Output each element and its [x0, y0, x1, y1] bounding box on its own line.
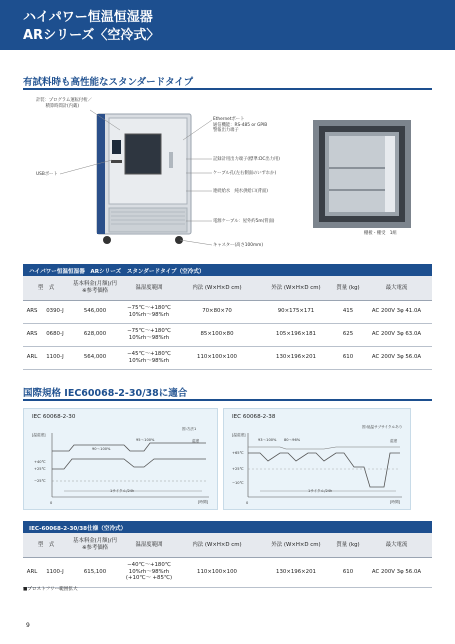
table1-header-current: 最大電流	[361, 276, 432, 300]
table-row	[23, 300, 432, 323]
cell: 1100-J	[41, 346, 69, 369]
cell: ARS	[23, 300, 41, 323]
cell: 130×196×201	[257, 557, 335, 587]
cell: 610	[335, 346, 361, 369]
chart-left-method: 図:方法1	[182, 427, 197, 431]
chart-right-plot	[224, 409, 410, 509]
cell: 70×80×70	[177, 300, 257, 323]
chart-left-hum3: 湿度	[192, 439, 200, 443]
cell: 0680-J	[41, 323, 69, 346]
chart-left-label-40: +40℃	[34, 460, 46, 464]
header-title-line1: ハイパワー恒温恒湿器	[23, 10, 153, 25]
callout-vent: 連続給水 純水供給口(背面)	[213, 189, 268, 194]
table2-header-price: 基本料金(月額)/円 ※参考価格	[69, 533, 121, 557]
chart-right-cycle: 1サイクル/24h	[308, 489, 333, 493]
table1-title: ハイパワー恒温恒湿器 ARシリーズ スタンダードタイプ（空冷式）	[29, 269, 205, 275]
table1-title-bar	[23, 264, 432, 276]
cell: 0390-J	[41, 300, 69, 323]
cell: AC 200V 3φ 56.0A	[361, 557, 432, 587]
section2-title: 国際規格 IEC60068-2-30/38に適合	[23, 388, 188, 399]
cell: 625	[335, 323, 361, 346]
callout-cable: ケーブル孔(左右側面のいずれか)	[213, 171, 277, 176]
cell: 110×100×100	[177, 346, 257, 369]
table2-header-mass: 質量 (kg)	[335, 533, 361, 557]
chart-left-label-m25: −25℃	[34, 479, 46, 483]
chart-left-hum2: 95〜100%	[136, 438, 155, 442]
chart-right-hum3: 湿度	[390, 439, 398, 443]
cell: −40℃〜+180℃ 10%rh〜98%rh (+10℃〜 +85℃)	[121, 557, 177, 587]
cell: ARS	[23, 323, 41, 346]
chart-right-ylabel: [温湿度]	[232, 433, 246, 437]
chart-left-title: IEC 60068-2-30	[32, 414, 76, 420]
cell: ARL	[23, 557, 41, 587]
table2-header-outer: 外法 (W×H×D cm)	[257, 533, 335, 557]
chart-iec-60068-2-30	[23, 408, 218, 510]
section1-title: 有試料時も高性能なスタンダードタイプ	[23, 77, 194, 88]
table1-header-outer: 外法 (W×H×D cm)	[257, 276, 335, 300]
table1-header-mass: 質量 (kg)	[335, 276, 361, 300]
table1-header-model: 型 式	[23, 276, 69, 300]
cell: 415	[335, 300, 361, 323]
cell: 628,000	[69, 323, 121, 346]
chart-right-label-m10: −10℃	[232, 481, 244, 485]
table2-footnote: ■プロストフリー範囲拡大	[23, 587, 78, 592]
callout-program-text: 計装：プログラム運転付桁／ 積算時間計(内蔵)	[36, 98, 92, 109]
table-row	[23, 323, 432, 346]
table2-header-current: 最大電流	[361, 533, 432, 557]
cell: AC 200V 3φ 56.0A	[361, 346, 432, 369]
chart-right-method: 図:低温サブサイクルあり	[362, 425, 403, 429]
chart-left-plot	[24, 409, 217, 509]
callout-shelf: 棚板・棚受 1組	[364, 231, 397, 236]
cell: AC 200V 3φ 63.0A	[361, 323, 432, 346]
header-title-line2: ARシリーズ〈空冷式〉	[23, 28, 160, 43]
chart-left-ylabel: [温湿度]	[32, 433, 46, 437]
callout-ethernet-text: Ethernetポート 通信機能：RS-485 or GPIB 警報出力端子	[213, 117, 268, 133]
chart-right-label-65: +65℃	[232, 451, 244, 455]
cell: 615,100	[69, 557, 121, 587]
chart-right-time: [時間]	[390, 500, 400, 504]
chart-right-hum1: 93〜100%	[258, 438, 277, 442]
cell: 1100-J	[41, 557, 69, 587]
cell: 105×196×181	[257, 323, 335, 346]
chart-left-label-25: +25℃	[34, 467, 46, 471]
cell: −45℃〜+180℃ 10%rh〜98%rh	[121, 346, 177, 369]
table1-header-inner: 内法 (W×H×D cm)	[177, 276, 257, 300]
cell: −75℃〜+180℃ 10%rh〜98%rh	[121, 300, 177, 323]
chart-right-title: IEC 60068-2-38	[232, 414, 276, 420]
table1-header-row	[23, 276, 432, 300]
chart-left-cycle: 1サイクル/24h	[110, 489, 135, 493]
callout-power: 電源ケーブル：屋外約5m(背面)	[213, 219, 275, 224]
cell: −75℃〜+180℃ 10%rh〜98%rh	[121, 323, 177, 346]
table2-title-bar	[23, 521, 432, 533]
cell: 90×175×171	[257, 300, 335, 323]
chart-left-hum1: 90〜100%	[92, 447, 111, 451]
callout-caster: キャスター(高さ100mm)	[213, 243, 264, 248]
table2-header-row	[23, 533, 432, 557]
table2-header-model: 型 式	[23, 533, 69, 557]
table1-header-price: 基本料金(月額)/円 ※参考価格	[69, 276, 121, 300]
table2-title: IEC-60068-2-30/38仕様（空冷式）	[29, 526, 127, 532]
table2-header-inner: 内法 (W×H×D cm)	[177, 533, 257, 557]
cell: 110×100×100	[177, 557, 257, 587]
table2	[23, 533, 432, 588]
table-row	[23, 557, 432, 587]
callout-usb: USBポート	[36, 172, 58, 177]
cell: 610	[335, 557, 361, 587]
chart-right-zero: 0	[246, 501, 249, 505]
cell: 546,000	[69, 300, 121, 323]
chart-right-label-25: +25℃	[232, 467, 244, 471]
chart-right-hum2: 80〜96%	[284, 438, 301, 442]
callout-leaders	[0, 0, 455, 260]
table1-header-range: 温湿度範囲	[121, 276, 177, 300]
chart-left-zero: 0	[50, 501, 53, 505]
chart-iec-60068-2-38	[223, 408, 411, 510]
callout-recorder: 記録計用出力端子(標準:DC出力用)	[213, 157, 280, 162]
section2-rule	[23, 399, 432, 401]
table-row	[23, 346, 432, 369]
cell: 85×100×80	[177, 323, 257, 346]
chart-left-time: [時間]	[198, 500, 208, 504]
table1	[23, 276, 432, 370]
page-number: 9	[26, 622, 30, 629]
cell: 130×196×201	[257, 346, 335, 369]
cell: ARL	[23, 346, 41, 369]
cell: 564,000	[69, 346, 121, 369]
table2-header-range: 温湿度範囲	[121, 533, 177, 557]
cell: AC 200V 3φ 41.0A	[361, 300, 432, 323]
